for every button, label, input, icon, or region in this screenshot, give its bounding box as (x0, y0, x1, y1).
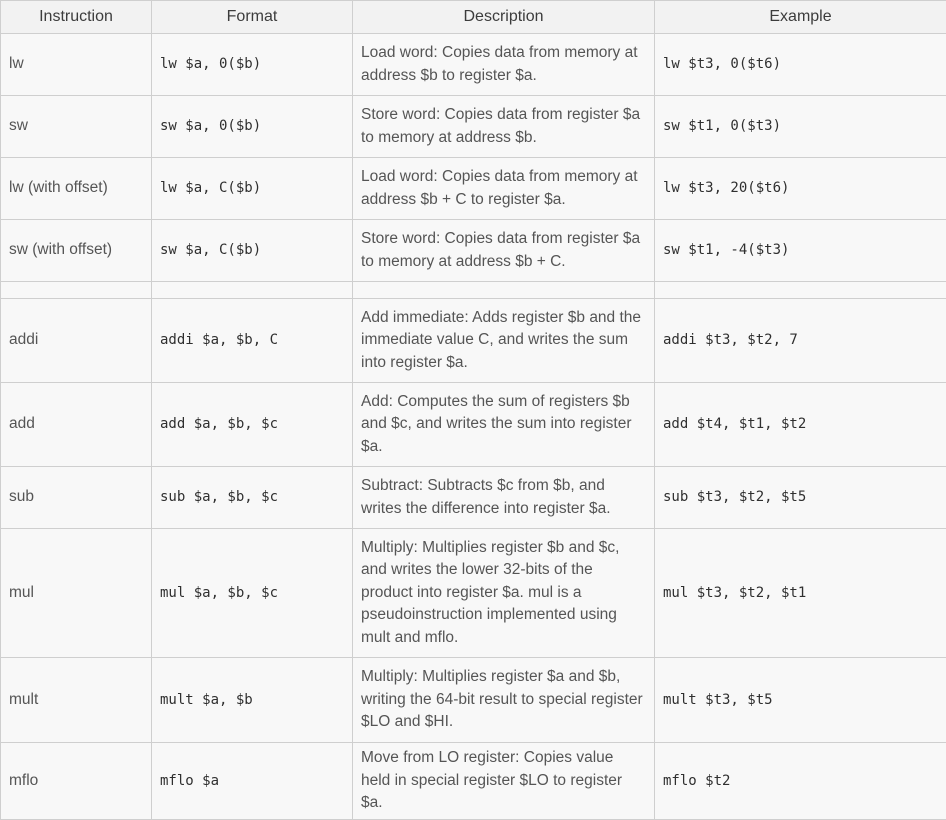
example-cell: sw $t1, 0($t3) (655, 96, 946, 158)
table-row (1, 158, 946, 220)
table-row (1, 467, 946, 529)
format-cell: mflo $a (152, 743, 353, 820)
description-cell: Load word: Copies data from memory at address $b to register $a. (353, 34, 655, 96)
description-cell: Subtract: Subtracts $c from $b, and writes the difference into register $a. (353, 467, 655, 529)
table-row (1, 529, 946, 658)
description-cell: Store word: Copies data from register $a to memory at address $b. (353, 96, 655, 158)
instruction-cell: sub (1, 467, 152, 529)
instruction-cell: lw (with offset) (1, 158, 152, 220)
format-cell: add $a, $b, $c (152, 383, 353, 467)
format-cell: lw $a, C($b) (152, 158, 353, 220)
description-cell: Multiply: Multiplies register $a and $b, writing the 64-bit result to special register $LO and $HI. (353, 658, 655, 743)
example-cell: mult $t3, $t5 (655, 658, 946, 743)
example-cell (655, 282, 946, 299)
table-row (1, 220, 946, 282)
example-cell: add $t4, $t1, $t2 (655, 383, 946, 467)
format-cell (152, 282, 353, 299)
table-row (1, 743, 946, 820)
description-cell: Add: Computes the sum of registers $b and $c, and writes the sum into register $a. (353, 383, 655, 467)
table-row (1, 34, 946, 96)
format-cell: sub $a, $b, $c (152, 467, 353, 529)
table-row (1, 96, 946, 158)
table-header (1, 1, 946, 34)
spacer-row (1, 282, 946, 299)
instruction-cell: sw (1, 96, 152, 158)
header-description: Description (353, 1, 655, 34)
instruction-cell: mflo (1, 743, 152, 820)
instruction-cell: addi (1, 299, 152, 383)
description-cell: Multiply: Multiplies register $b and $c, and writes the lower 32-bits of the product into register $a. mul is a pseudoinstruction implemented using mult and mflo. (353, 529, 655, 658)
header-example: Example (655, 1, 946, 34)
table-row (1, 299, 946, 383)
example-cell: lw $t3, 20($t6) (655, 158, 946, 220)
example-cell: sub $t3, $t2, $t5 (655, 467, 946, 529)
header-instruction: Instruction (1, 1, 152, 34)
format-cell: addi $a, $b, C (152, 299, 353, 383)
table-row (1, 658, 946, 743)
instruction-cell (1, 282, 152, 299)
instruction-cell: mult (1, 658, 152, 743)
example-cell: mflo $t2 (655, 743, 946, 820)
header-row (1, 1, 946, 34)
example-cell: addi $t3, $t2, 7 (655, 299, 946, 383)
description-cell (353, 282, 655, 299)
format-cell: lw $a, 0($b) (152, 34, 353, 96)
header-format: Format (152, 1, 353, 34)
format-cell: mul $a, $b, $c (152, 529, 353, 658)
instruction-cell: lw (1, 34, 152, 96)
example-cell: lw $t3, 0($t6) (655, 34, 946, 96)
instruction-cell: add (1, 383, 152, 467)
example-cell: sw $t1, -4($t3) (655, 220, 946, 282)
table-row (1, 383, 946, 467)
instruction-cell: mul (1, 529, 152, 658)
format-cell: sw $a, 0($b) (152, 96, 353, 158)
description-cell: Load word: Copies data from memory at address $b + C to register $a. (353, 158, 655, 220)
format-cell: mult $a, $b (152, 658, 353, 743)
table-body (1, 34, 946, 820)
format-cell: sw $a, C($b) (152, 220, 353, 282)
description-cell: Move from LO register: Copies value held in special register $LO to register $a. (353, 743, 655, 820)
instruction-cell: sw (with offset) (1, 220, 152, 282)
description-cell: Store word: Copies data from register $a to memory at address $b + C. (353, 220, 655, 282)
description-cell: Add immediate: Adds register $b and the immediate value C, and writes the sum into register $a. (353, 299, 655, 383)
example-cell: mul $t3, $t2, $t1 (655, 529, 946, 658)
